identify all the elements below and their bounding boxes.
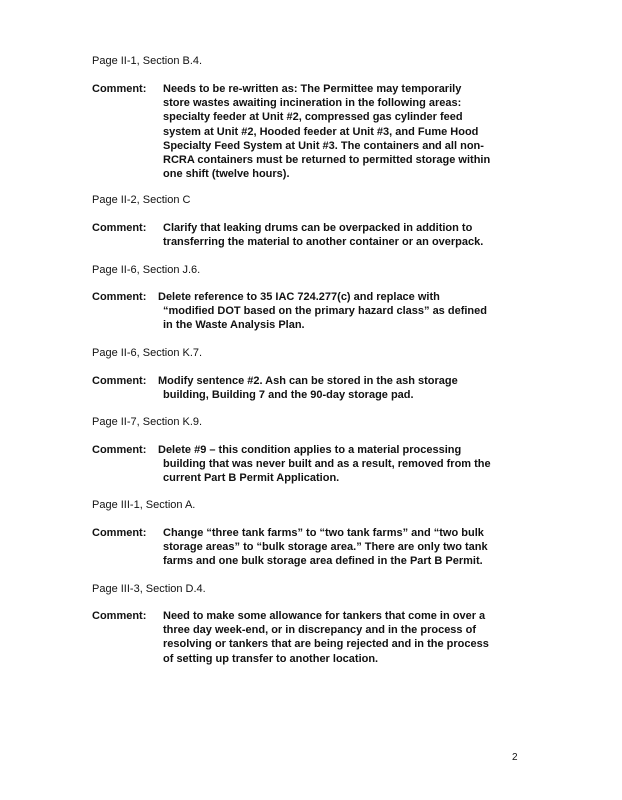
comment-block [92, 526, 488, 569]
comment-first-line [92, 609, 489, 623]
comment-block [92, 443, 491, 486]
section-reference: Page II-6, Section J.6. [92, 264, 201, 276]
comment-text: system at Unit #2, Hooded feeder at Unit #3, and Fume Hood [163, 125, 479, 138]
comment-first-line [92, 526, 488, 540]
comment-first-line [92, 290, 487, 304]
comment-text: Needs to be re-written as: The Permittee may temporarily [163, 83, 462, 95]
section-reference: Page II-7, Section K.9. [92, 416, 203, 428]
comment-block [92, 82, 490, 181]
comment-text: Delete #9 – this condition applies to a material processing [158, 444, 462, 456]
comment-text: Modify sentence #2. Ash can be stored in the ash storage [158, 375, 458, 387]
comment-block [92, 290, 487, 333]
comment-label: Comment: [92, 83, 147, 95]
comment-first-line [92, 374, 458, 388]
comment-text: of setting up transfer to another location. [163, 652, 379, 665]
section-reference: Page III-3, Section D.4. [92, 583, 206, 595]
comment-text: Delete reference to 35 IAC 724.277(c) and replace with [158, 291, 440, 303]
comment-text: transferring the material to another container or an overpack. [163, 236, 484, 249]
comment-first-line [92, 221, 483, 235]
comment-text: building, Building 7 and the 90-day storage pad. [163, 389, 414, 402]
comment-text: one shift (twelve hours). [163, 168, 290, 181]
comment-text: “modified DOT based on the primary hazard class” as defined [163, 305, 487, 318]
comment-label: Comment: [92, 610, 147, 622]
comment-first-line [92, 82, 490, 96]
comment-text: three day week-end, or in discrepancy and in the process of [163, 624, 476, 637]
comment-text: Specialty Feed System at Unit #3. The containers and all non- [163, 139, 484, 152]
comment-text: building that was never built and as a result, removed from the [163, 458, 491, 471]
comment-label: Comment: [92, 375, 147, 387]
comment-text: resolving or tankers that are being rejected and in the process [163, 638, 489, 651]
comment-text: RCRA containers must be returned to permitted storage within [163, 154, 491, 167]
comment-text: farms and one bulk storage area defined in the Part B Permit. [163, 555, 483, 568]
comment-label: Comment: [92, 222, 147, 234]
comment-label: Comment: [92, 291, 147, 303]
comment-text: Need to make some allowance for tankers that come in over a [163, 610, 486, 622]
comment-text: store wastes awaiting incineration in the following areas: [163, 97, 462, 110]
comment-text: Change “three tank farms” to “two tank farms” and “two bulk [163, 527, 484, 539]
section-reference: Page III-1, Section A. [92, 499, 196, 511]
comment-label: Comment: [92, 527, 147, 539]
section-reference: Page II-6, Section K.7. [92, 347, 203, 359]
comment-text: current Part B Permit Application. [163, 472, 340, 485]
comment-text: in the Waste Analysis Plan. [163, 319, 305, 332]
comment-text: storage areas” to “bulk storage area.” There are only two tank [163, 541, 488, 554]
comment-first-line [92, 443, 491, 457]
section-reference: Page II-1, Section B.4. [92, 55, 203, 67]
page-number: 2 [512, 752, 518, 763]
comment-text: Clarify that leaking drums can be overpacked in addition to [163, 222, 473, 234]
comment-label: Comment: [92, 444, 147, 456]
comment-block [92, 221, 483, 249]
section-reference: Page II-2, Section C [92, 194, 191, 206]
comment-text: specialty feeder at Unit #2, compressed gas cylinder feed [163, 111, 463, 124]
comment-block [92, 374, 458, 402]
comment-block [92, 609, 489, 666]
